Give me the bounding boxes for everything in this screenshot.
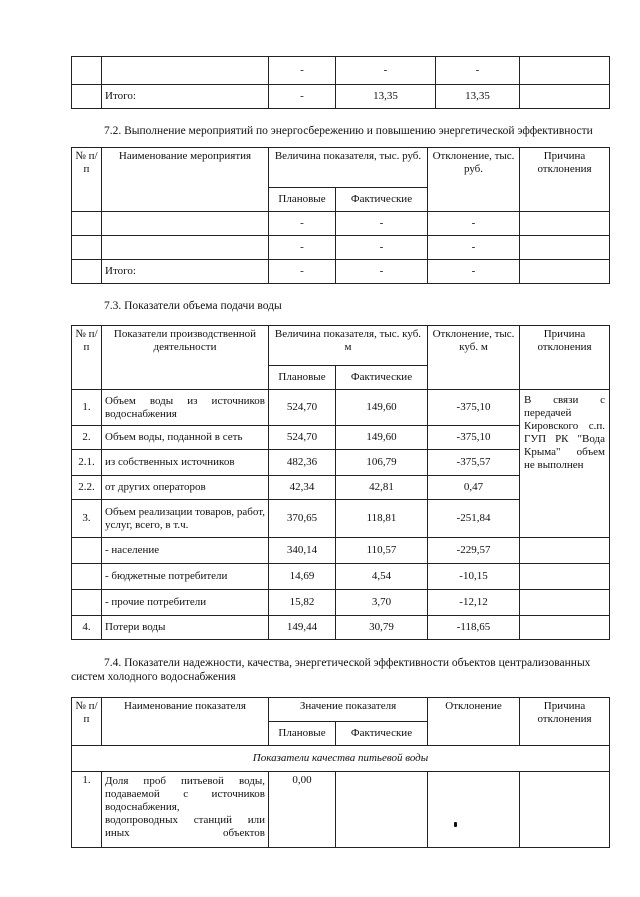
cell-dev: -229,57 (428, 538, 520, 564)
cell-num (72, 564, 102, 590)
cell-name: Итого: (102, 260, 269, 284)
cell-dev: 0,47 (428, 476, 520, 500)
header-fact: Фактические (336, 722, 428, 746)
table-row (72, 390, 610, 426)
cell-fact: 3,70 (336, 590, 428, 616)
cell-num: 2.2. (72, 476, 102, 500)
header-fact: Фактические (336, 366, 428, 390)
cell-name (102, 212, 269, 236)
cell-reason (520, 772, 610, 848)
cell-fact: 149,60 (336, 390, 428, 426)
cell-plan: - (269, 85, 336, 109)
header-dev: Отклонение, тыс. куб. м (428, 326, 520, 390)
cell-plan: 524,70 (269, 390, 336, 426)
cell-num: 2.1. (72, 450, 102, 476)
header-name: Наименование показателя (102, 698, 269, 746)
cell-plan: 14,69 (269, 564, 336, 590)
cell-dev: -375,57 (428, 450, 520, 476)
name-line: иных объектов (105, 827, 265, 839)
subheader-row (72, 746, 610, 772)
cell-num: 3. (72, 500, 102, 538)
section-heading-7-4 (71, 656, 611, 684)
table-energy-saving (71, 147, 610, 284)
cell-dev: -10,15 (428, 564, 520, 590)
cell-fact: - (336, 212, 428, 236)
cell-fact: 30,79 (336, 616, 428, 640)
cell-fact: 118,81 (336, 500, 428, 538)
cell-num: 1. (72, 772, 102, 848)
header-value: Величина показателя, тыс. руб. (269, 148, 428, 188)
table-row (72, 236, 610, 260)
table-reliability (71, 697, 610, 848)
cell-reason (520, 538, 610, 564)
header-value: Величина показателя, тыс. куб. м (269, 326, 428, 366)
cell-name: - бюджетные потребители (102, 564, 269, 590)
cell-reason (520, 616, 610, 640)
header-dev: Отклонение (428, 698, 520, 746)
cell-dev: -118,65 (428, 616, 520, 640)
cell-dev: - (428, 260, 520, 284)
header-reason: Причина отклонения (520, 326, 610, 390)
cell-name: от других операторов (102, 476, 269, 500)
cell-plan: 15,82 (269, 590, 336, 616)
cell-plan: - (269, 260, 336, 284)
header-plan: Плановые (269, 722, 336, 746)
cell-dev: -12,12 (428, 590, 520, 616)
cell-name: - прочие потребители (102, 590, 269, 616)
name-line: водопроводных станций или (105, 814, 265, 826)
scan-mark (454, 822, 457, 827)
section-heading-7-3: 7.3. Показатели объема подачи воды (104, 300, 282, 312)
cell-plan: 0,00 (269, 772, 336, 848)
table-water-supply (71, 325, 610, 640)
cell-num (72, 57, 102, 85)
cell-num (72, 538, 102, 564)
cell-dev: - (436, 57, 520, 85)
cell-plan: 340,14 (269, 538, 336, 564)
header-num: № п/п (72, 148, 102, 212)
table-row (72, 57, 610, 85)
cell-plan: - (269, 57, 336, 85)
header-name: Наименование мероприятия (102, 148, 269, 212)
cell-dev: - (428, 212, 520, 236)
cell-reason (520, 236, 610, 260)
cell-num (72, 590, 102, 616)
table-continued (71, 56, 610, 109)
name-line: подаваемой с источников (105, 788, 265, 800)
cell-num (72, 236, 102, 260)
table-row (72, 538, 610, 564)
cell-name: Объем реализации товаров, работ, услуг, всего, в т.ч. (102, 500, 269, 538)
header-row (72, 698, 610, 722)
cell-plan: 149,44 (269, 616, 336, 640)
header-row (72, 148, 610, 188)
cell-num (72, 260, 102, 284)
cell-fact: - (336, 260, 428, 284)
cell-num (72, 212, 102, 236)
header-row (72, 326, 610, 366)
cell-fact: 42,81 (336, 476, 428, 500)
header-fact: Фактические (336, 188, 428, 212)
cell-num: 4. (72, 616, 102, 640)
header-reason: Причина отклонения (520, 148, 610, 212)
cell-fact: - (336, 57, 436, 85)
cell-reason: В связи с передачей Кировского с.п. ГУП РК "Вода Крыма" объем не выполнен (520, 390, 610, 538)
cell-dev: -375,10 (428, 390, 520, 426)
cell-reason (520, 57, 610, 85)
table-row (72, 616, 610, 640)
header-reason: Причина отклонения (520, 698, 610, 746)
cell-dev: 13,35 (436, 85, 520, 109)
table-row (72, 260, 610, 284)
cell-plan: - (269, 212, 336, 236)
header-dev: Отклонение, тыс. руб. (428, 148, 520, 212)
cell-name (102, 236, 269, 260)
cell-name: Потери воды (102, 616, 269, 640)
cell-reason (520, 260, 610, 284)
cell-dev: -375,10 (428, 426, 520, 450)
cell-fact (336, 772, 428, 848)
cell-plan: - (269, 236, 336, 260)
table-row (72, 590, 610, 616)
cell-reason (520, 590, 610, 616)
cell-name (102, 772, 269, 848)
header-num: № п/п (72, 326, 102, 390)
cell-fact: 110,57 (336, 538, 428, 564)
table-row (72, 564, 610, 590)
cell-num: 2. (72, 426, 102, 450)
subheader-quality: Показатели качества питьевой воды (72, 746, 610, 772)
header-value: Значение показателя (269, 698, 428, 722)
name-line: водоснабжения, (105, 801, 180, 813)
section-heading-7-2: 7.2. Выполнение мероприятий по энергосбережению и повышению энергетической эффективности (104, 125, 593, 137)
header-plan: Плановые (269, 366, 336, 390)
section-heading-7-4-line1: 7.4. Показатели надежности, качества, энергетической эффективности объектов централизованных (104, 657, 591, 669)
cell-name: Объем воды из источников водоснабжения (102, 390, 269, 426)
cell-name: из собственных источников (102, 450, 269, 476)
cell-reason (520, 85, 610, 109)
table-row (72, 212, 610, 236)
cell-name (102, 57, 269, 85)
header-name: Показатели производственной деятельности (102, 326, 269, 390)
table-row (72, 85, 610, 109)
cell-fact: 4,54 (336, 564, 428, 590)
cell-name: Итого: (102, 85, 269, 109)
cell-fact: 13,35 (336, 85, 436, 109)
cell-reason (520, 212, 610, 236)
cell-name: - население (102, 538, 269, 564)
cell-dev: -251,84 (428, 500, 520, 538)
table-row (72, 772, 610, 848)
cell-fact: - (336, 236, 428, 260)
cell-fact: 106,79 (336, 450, 428, 476)
name-line: Доля проб питьевой воды, (105, 775, 265, 787)
cell-dev: - (428, 236, 520, 260)
cell-name: Объем воды, поданной в сеть (102, 426, 269, 450)
cell-num (72, 85, 102, 109)
section-heading-7-4-line2: систем холодного водоснабжения (71, 671, 236, 683)
header-num: № п/п (72, 698, 102, 746)
cell-dev (428, 772, 520, 848)
cell-plan: 482,36 (269, 450, 336, 476)
cell-plan: 370,65 (269, 500, 336, 538)
cell-num: 1. (72, 390, 102, 426)
header-plan: Плановые (269, 188, 336, 212)
cell-plan: 524,70 (269, 426, 336, 450)
cell-plan: 42,34 (269, 476, 336, 500)
cell-fact: 149,60 (336, 426, 428, 450)
cell-reason (520, 564, 610, 590)
